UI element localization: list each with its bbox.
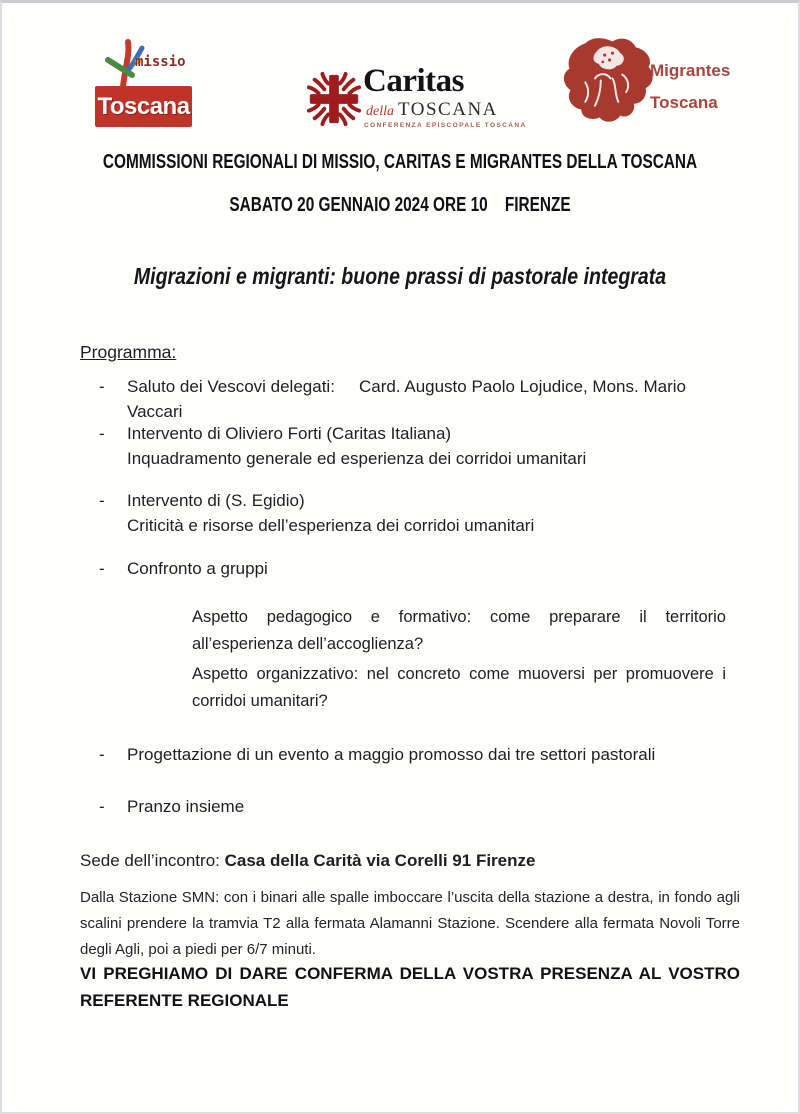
program-item-progettazione-text: Progettazione di un evento a maggio promosso dai tre settori pastorali (127, 745, 656, 764)
bullet-dash: - (99, 491, 105, 510)
program-item-confronto (99, 556, 741, 581)
program-item-saluto (99, 374, 741, 424)
program-item-intervento-forti (99, 421, 741, 471)
caritas-logo-subtitle (366, 99, 498, 121)
program-item-intervento-egidio-text (127, 488, 741, 538)
saluto-speakers: Card. Augusto Paolo Lojudice, Mons. Mario Vaccari (127, 377, 686, 421)
saluto-label: Saluto dei Vescovi delegati: (127, 377, 335, 396)
program-item-pranzo-text: Pranzo insieme (127, 797, 245, 816)
caritas-flame-cross-icon (305, 69, 363, 129)
commissions-header-text: COMMISSIONI REGIONALI DI MISSIO, CARITAS E MIGRANTES DELLA TOSCANA (102, 150, 698, 173)
caritas-toscana-logo (305, 63, 527, 135)
bullet-dash: - (99, 559, 105, 578)
program-heading: Programma: (80, 342, 177, 362)
missio-toscana-logo (95, 39, 207, 129)
group-question-pedagogico: Aspetto pedagogico e formativo: come preparare il territorio all’esperienza dell’accoglienza? (192, 608, 726, 653)
event-title (2, 263, 798, 293)
bullet-dash: - (99, 424, 105, 443)
program-item-intervento-egidio (99, 488, 741, 538)
bullet-dash: - (99, 377, 105, 396)
missio-toscana-banner-label: Toscana (97, 92, 190, 120)
missio-logo-wordmark: missio (135, 54, 186, 70)
intervento-forti-line2: Inquadramento generale ed esperienza dei corridoi umanitari (127, 449, 587, 468)
caritas-tagline: CONFERENZA EPISCOPALE TOSCANA (364, 122, 527, 129)
bullet-dash: - (99, 797, 105, 816)
caritas-toscana-label: TOSCANA (398, 99, 498, 120)
bullet-dash: - (99, 745, 105, 764)
missio-toscana-banner (95, 86, 192, 127)
program-item-intervento-forti-text (127, 421, 741, 471)
group-question-organizzativo: Aspetto organizzativo: nel concreto come muoversi per promuovere i corridoi umanitari? (192, 665, 726, 710)
program-item-confronto-text: Confronto a gruppi (127, 559, 268, 578)
intervento-egidio-line1: Intervento di (S. Egidio) (127, 491, 305, 510)
intervento-egidio-line2: Criticità e risorse dell’esperienza dei corridoi umanitari (127, 516, 535, 535)
program-item-progettazione (99, 742, 741, 767)
commissions-header (2, 150, 798, 176)
intervento-forti-line1: Intervento di Oliviero Forti (Caritas Italiana) (127, 424, 452, 443)
venue-label: Sede dell’incontro: (80, 851, 225, 870)
directions-paragraph: Dalla Stazione SMN: con i binari alle spalle imboccare l’uscita della stazione a destra, in fondo agli scalini prendere la tramvia T2 alla fermata Alamanni Stazione. Scendere alla fermata Novoli Torre degli Agli, poi a piedi per 6/7 minuti. (80, 889, 740, 958)
date-location-header (2, 193, 798, 219)
venue-address: Casa della Carità via Corelli 91 Firenze (224, 851, 536, 870)
event-title-text: Migrazioni e migranti: buone prassi di pastorale integrata (133, 263, 667, 289)
venue-line (80, 851, 535, 871)
caritas-della-label: della (366, 104, 394, 119)
program-item-saluto-text (127, 374, 741, 424)
caritas-logo-wordmark: Caritas (363, 63, 464, 99)
migrantes-logo-wordmark: Migrantes (650, 61, 731, 80)
migrantes-toscana-label: Toscana (650, 93, 718, 112)
date-location-header-text: SABATO 20 GENNAIO 2024 ORE 10 FIRENZE (229, 193, 571, 216)
program-item-pranzo (99, 794, 741, 819)
confirmation-notice: VI PREGHIAMO DI DARE CONFERMA DELLA VOSTRA PRESENZA AL VOSTRO REFERENTE REGIONALE (80, 964, 740, 1010)
migrantes-toscana-logo (554, 31, 740, 127)
